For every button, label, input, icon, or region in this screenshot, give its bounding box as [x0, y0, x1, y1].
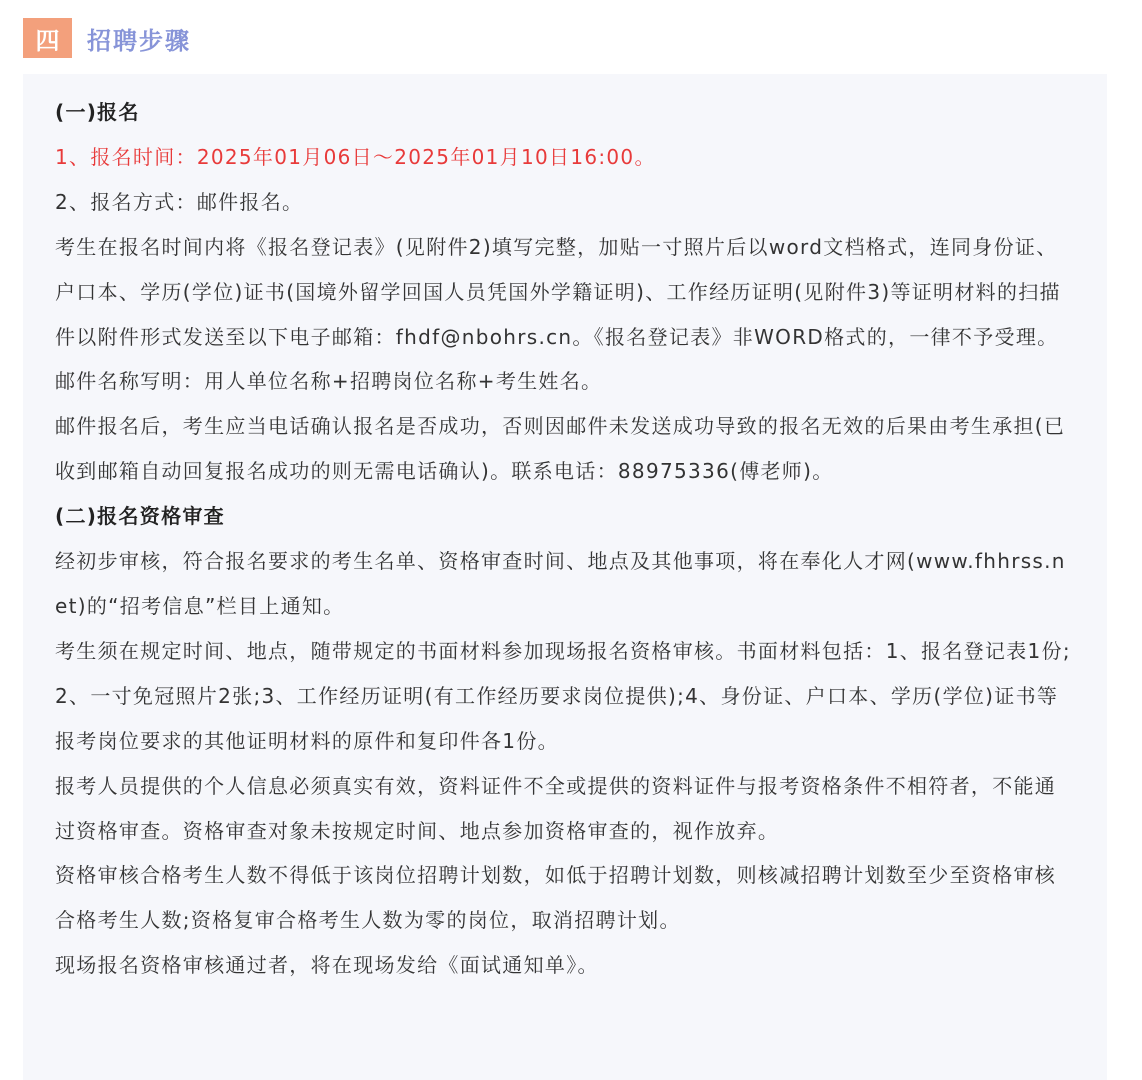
content-panel — [23, 74, 1107, 1080]
registration-time: 1、报名时间：2025年01月06日～2025年01月10日16:00。 — [55, 144, 656, 169]
authenticity-rule: 报考人员提供的个人信息必须真实有效，资料证件不全或提供的资料证件与报考资格条件不相符者，不能通过资格审查。资格审查对象未按规定时间、地点参加资格审查的，视作放弃。 — [55, 773, 1057, 843]
quota-rule: 资格审核合格考生人数不得低于该岗位招聘计划数，如低于招聘计划数，则核减招聘计划数至少至资格审核合格考生人数;资格复审合格考生人数为零的岗位，取消招聘计划。 — [55, 863, 1057, 933]
registration-instructions: 考生在报名时间内将《报名登记表》(见附件2)填写完整，加贴一寸照片后以word文档格式，连同身份证、户口本、学历(学位)证书(国境外留学回国人员凭国外学籍证明)、工作经历证明(见附件3)等证明材料的扫描件以附件形式发送至以下电子邮箱：fhdf@nbohrs.cn。《报名登记表》非WORD格式的，一律不予受理。 — [55, 234, 1061, 349]
section-title: 招聘步骤 — [87, 26, 191, 55]
section-number-badge: 四 — [23, 18, 72, 58]
qualification-notice: 经初步审核，符合报名要求的考生名单、资格审查时间、地点及其他事项，将在奉化人才网(www.fhhrss.net)的“招考信息”栏目上通知。 — [55, 549, 1066, 618]
subsection-title-qualification: (二)报名资格审查 — [55, 504, 225, 529]
registration-method: 2、报名方式：邮件报名。 — [55, 189, 304, 214]
interview-notice: 现场报名资格审核通过者，将在现场发给《面试通知单》。 — [55, 953, 599, 978]
email-subject-rule: 邮件名称写明：用人单位名称+招聘岗位名称+考生姓名。 — [55, 369, 603, 394]
required-materials: 考生须在规定时间、地点，随带规定的书面材料参加现场报名资格审核。书面材料包括：1、报名登记表1份;2、一寸免冠照片2张;3、工作经历证明(有工作经历要求岗位提供);4、身份证、户口本、学历(学位)证书等报考岗位要求的其他证明材料的原件和复印件各1份。 — [55, 638, 1071, 753]
phone-confirmation-note: 邮件报名后，考生应当电话确认报名是否成功，否则因邮件未发送成功导致的报名无效的后果由考生承担(已收到邮箱自动回复报名成功的则无需电话确认)。联系电话：88975336(傅老师)。 — [55, 414, 1066, 484]
subsection-title-registration: (一)报名 — [55, 100, 140, 124]
section-header — [23, 18, 191, 58]
